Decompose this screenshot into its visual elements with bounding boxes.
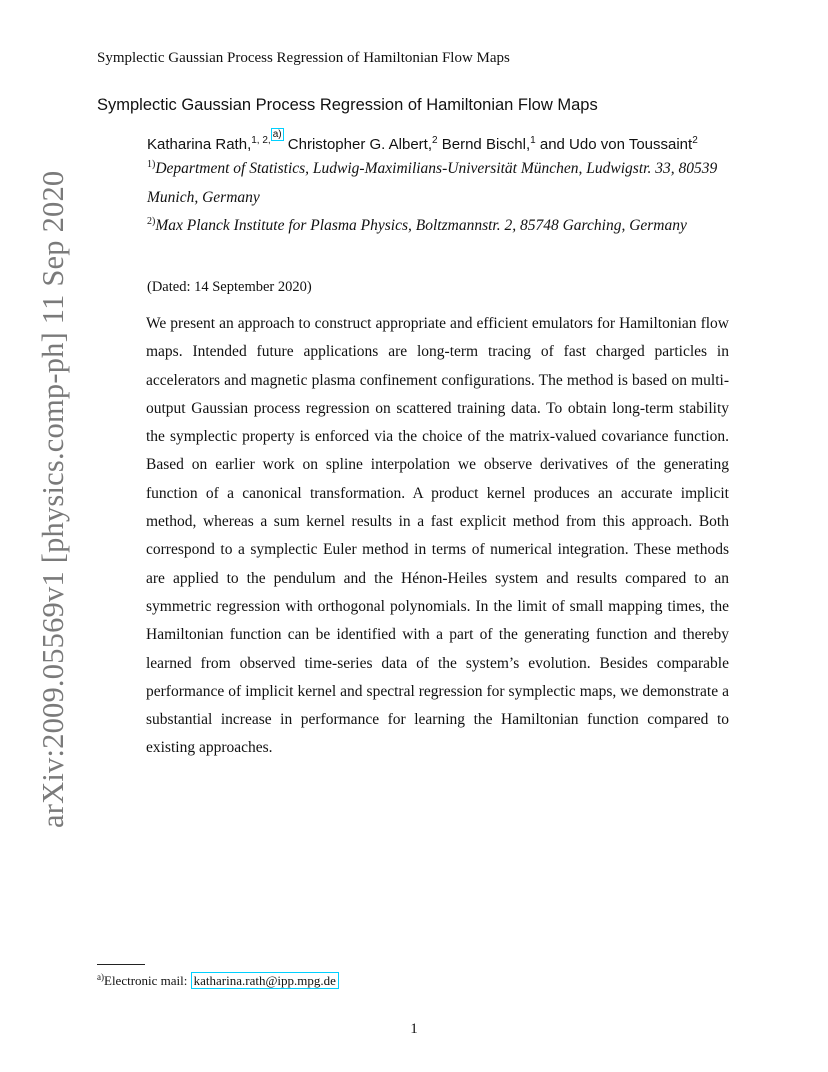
affiliation-text: Max Planck Institute for Plasma Physics, Boltzmannstr. 2, 85748 Garching, Germany [155,217,687,234]
author-name: Bernd Bischl, [437,136,531,153]
affiliation-mark: 1) [147,159,156,170]
footnote-label: Electronic mail: [104,973,191,988]
affiliation-2 [147,208,737,241]
page-number: 1 [410,1021,418,1037]
author-affiliation-mark: 2 [692,135,698,146]
footnote-rule [97,964,145,965]
dated-line: (Dated: 14 September 2020) [147,279,312,295]
abstract: We present an approach to construct appropriate and efficient emulators for Hamiltonian flow maps. Intended future applications are long-term tracing of fast charged particles in accelerators and magnetic plasma confinement configurations. The method is based on multi-output Gaussian process regression on scattered training data. To obtain long-term stability the symplectic property is enforced via the choice of the matrix-valued covariance function. Based on earlier work on spline interpolation we observe derivatives of the generating function of a canonical transformation. A product kernel produces an accurate implicit method, whereas a sum kernel results in a fast explicit method from this approach. Both correspond to a symplectic Euler method in terms of numerical integration. These methods are applied to the pendulum and the Hénon-Heiles system and results compared to an symmetric regression with orthogonal polynomials. In the limit of small mapping times, the Hamiltonian function can be identified with a part of the generating function and thereby learned from observed time-series data of the system’s evolution. Besides comparable performance of implicit kernel and spectral regression for symplectic maps, we demonstrate a substantial increase in performance for learning the Hamiltonian function compared to existing approaches. [146,315,729,757]
footnote-mark: a) [97,972,104,982]
author-list [147,129,698,153]
footnote [97,972,339,989]
author-affiliation-mark: 1 [530,135,536,146]
footnote-link[interactable]: a) [272,129,282,140]
email-link[interactable]: katharina.rath@ipp.mpg.de [191,972,339,989]
author-name: Katharina Rath, [147,136,252,153]
affiliation-text: Department of Statistics, Ludwig-Maximilians-Universität München, Ludwigstr. 33, 80539 Munich, Germany [147,160,718,206]
paper-title: Symplectic Gaussian Process Regression of Hamiltonian Flow Maps [97,96,598,114]
author-affiliation-mark: 1, 2, [251,135,271,146]
author-affiliation-mark: 2 [432,135,438,146]
affiliation-1 [147,151,737,212]
author-name: and Udo von Toussaint [535,136,693,153]
affiliation-mark: 2) [147,216,156,227]
running-head: Symplectic Gaussian Process Regression of Hamiltonian Flow Maps [97,50,510,66]
author-name: Christopher G. Albert, [283,136,433,153]
arxiv-stamp: arXiv:2009.05569v1 [physics.comp-ph] 11 Sep 2020 [36,170,70,828]
